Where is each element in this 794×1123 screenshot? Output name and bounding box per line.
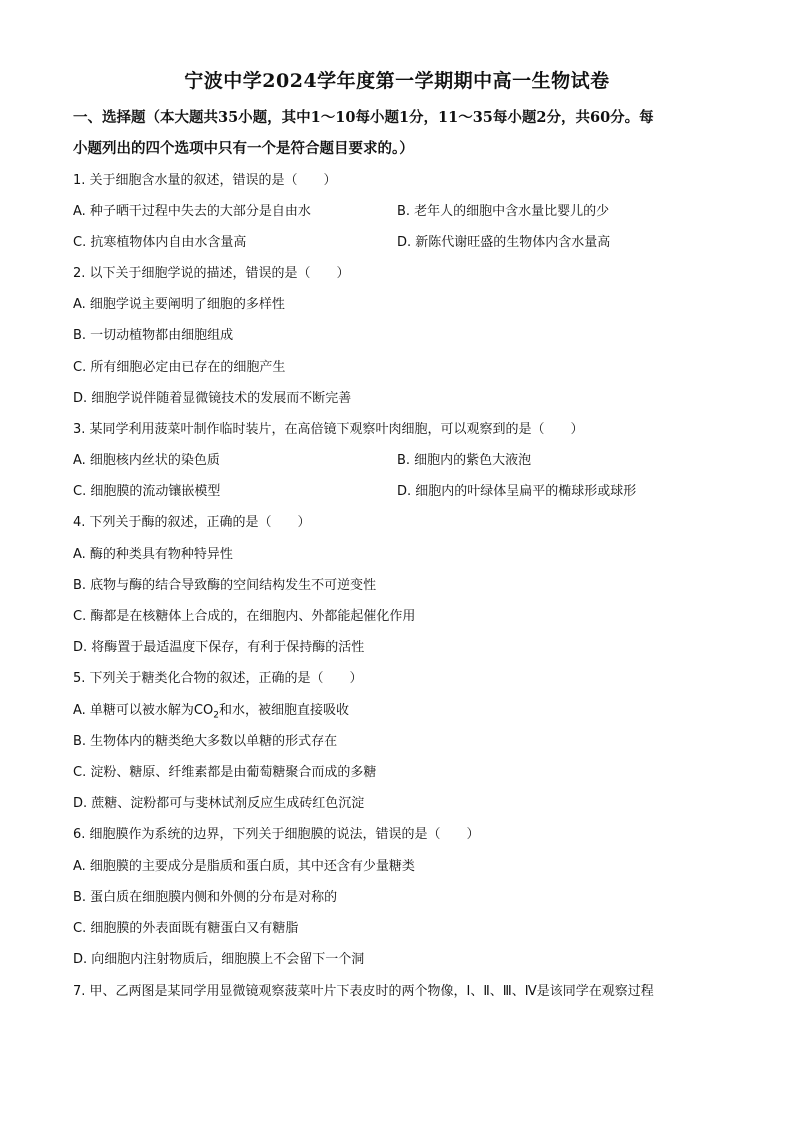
page-title: 宁波中学2024学年度第一学期期中高一生物试卷 [184,70,610,92]
question-3-option-a: A. 细胞核内丝状的染色质 [73,453,220,468]
question-6-option-b: B. 蛋白质在细胞膜内侧和外侧的分布是对称的 [73,890,338,905]
question-6-stem: 6. 细胞膜作为系统的边界，下列关于细胞膜的说法，错误的是（ ） [73,827,480,842]
question-1-option-d: D. 新陈代谢旺盛的生物体内含水量高 [397,235,611,250]
question-5-option-a-text: A. 单糖可以被水解为CO [73,703,214,718]
question-5-option-d: D. 蔗糖、淀粉都可与斐林试剂反应生成砖红色沉淀 [73,796,365,811]
question-5-option-a-text-tail: 和水，被细胞直接吸收 [218,703,349,718]
question-6-option-c: C. 细胞膜的外表面既有糖蛋白又有糖脂 [73,921,299,936]
question-5-stem: 5. 下列关于糖类化合物的叙述，正确的是（ ） [73,671,363,686]
question-5-option-a [73,701,349,721]
question-3-stem: 3. 某同学利用菠菜叶制作临时装片，在高倍镜下观察叶肉细胞，可以观察到的是（ ） [73,422,584,437]
question-3-option-c: C. 细胞膜的流动镶嵌模型 [73,484,221,499]
question-1-option-a: A. 种子晒干过程中失去的大部分是自由水 [73,204,311,219]
question-4-option-a: A. 酶的种类具有物种特异性 [73,547,233,562]
question-4-stem: 4. 下列关于酶的叙述，正确的是（ ） [73,515,311,530]
question-4-option-d: D. 将酶置于最适温度下保存，有利于保持酶的活性 [73,640,365,655]
question-5-option-c: C. 淀粉、糖原、纤维素都是由葡萄糖聚合而成的多糖 [73,765,377,780]
question-3-option-b: B. 细胞内的紫色大液泡 [397,453,532,468]
question-2-option-b: B. 一切动植物都由细胞组成 [73,328,234,343]
question-4-option-c: C. 酶都是在核糖体上合成的，在细胞内、外都能起催化作用 [73,609,416,624]
question-4-option-b: B. 底物与酶的结合导致酶的空间结构发生不可逆变性 [73,578,377,593]
subscript-2: 2 [213,710,219,721]
question-2-option-a: A. 细胞学说主要阐明了细胞的多样性 [73,297,285,312]
section-heading-line-2: 小题列出的四个选项中只有一个是符合题目要求的。） [73,140,414,157]
question-3-option-d: D. 细胞内的叶绿体呈扁平的椭球形或球形 [397,484,637,499]
question-1-option-c: C. 抗寒植物体内自由水含量高 [73,235,247,250]
question-1-stem: 1. 关于细胞含水量的叙述，错误的是（ ） [73,173,337,188]
question-6-option-a: A. 细胞膜的主要成分是脂质和蛋白质，其中还含有少量糖类 [73,859,415,874]
question-7-stem: 7. 甲、乙两图是某同学用显微镜观察菠菜叶片下表皮时的两个物像，Ⅰ、Ⅱ、Ⅲ、Ⅳ是该同学在观察过程 [73,984,654,999]
question-2-option-c: C. 所有细胞必定由已存在的细胞产生 [73,360,286,375]
section-heading-line-1: 一、选择题（本大题共35小题，其中1～10每小题1分，11～35每小题2分，共60分。每 [73,109,654,126]
question-2-option-d: D. 细胞学说伴随着显微镜技术的发展而不断完善 [73,391,352,406]
question-5-option-b: B. 生物体内的糖类绝大多数以单糖的形式存在 [73,734,338,749]
question-2-stem: 2. 以下关于细胞学说的描述，错误的是（ ） [73,266,350,281]
question-1-option-b: B. 老年人的细胞中含水量比婴儿的少 [397,204,610,219]
question-6-option-d: D. 向细胞内注射物质后，细胞膜上不会留下一个洞 [73,952,365,967]
